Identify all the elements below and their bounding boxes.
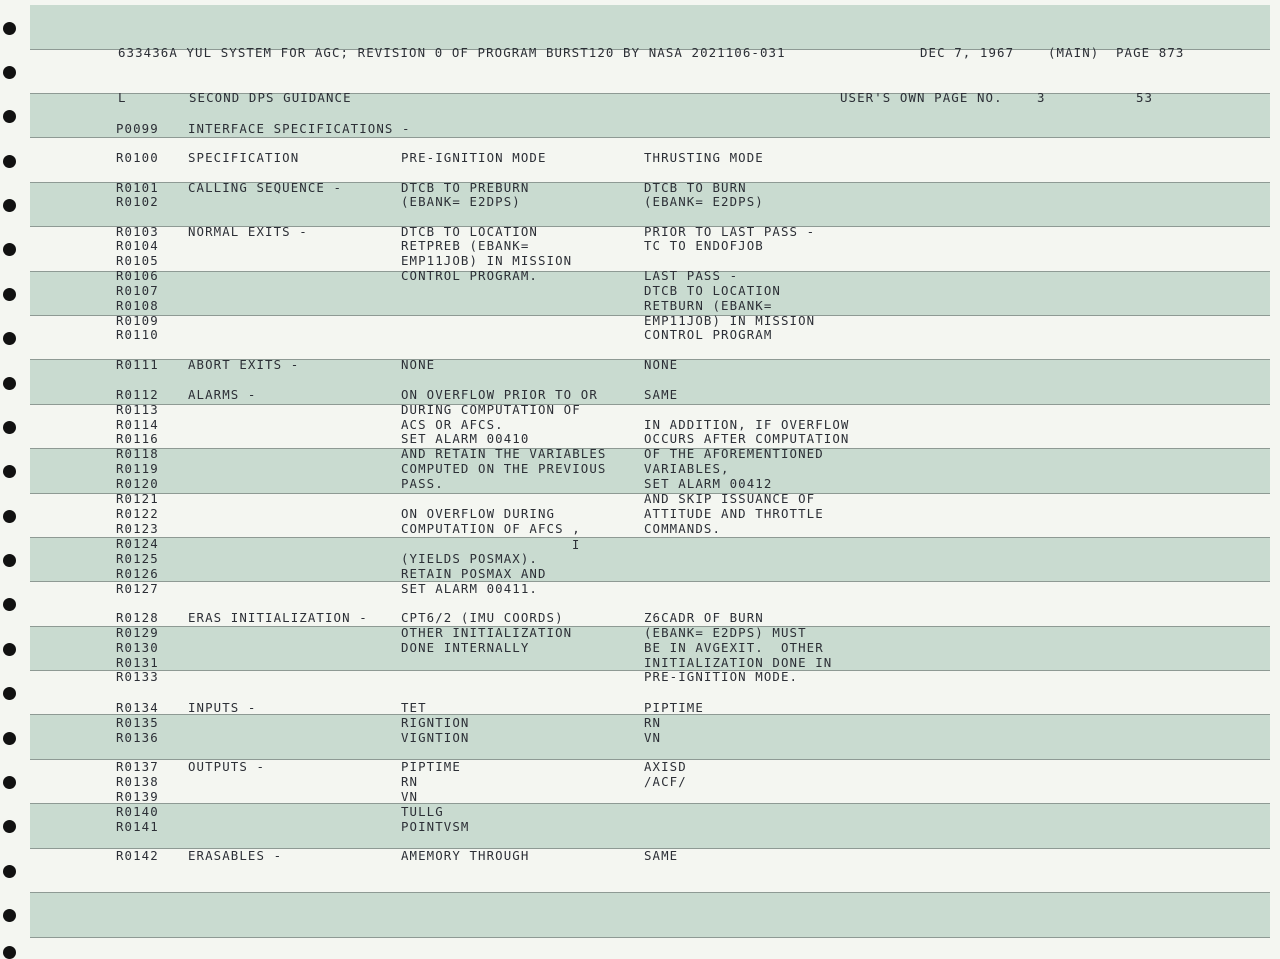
line-number: R0120	[116, 476, 159, 491]
thrusting-text: AND SKIP ISSUANCE OF	[644, 491, 816, 506]
rule-line	[30, 537, 1270, 538]
thrusting-text: SAME	[644, 848, 679, 863]
thrusting-text: LAST PASS -	[644, 268, 739, 283]
feed-hole	[3, 155, 16, 168]
thrusting-text: NONE	[644, 357, 679, 372]
pre-ignition-text: PASS.	[401, 476, 444, 491]
feed-hole	[3, 199, 16, 212]
line-number: R0119	[116, 461, 159, 476]
line-number: R0111	[116, 357, 159, 372]
line-number: R0129	[116, 625, 159, 640]
section-label: INPUTS -	[188, 700, 257, 715]
rule-line	[30, 581, 1270, 582]
user-page-number: 3	[1037, 90, 1046, 105]
pre-ignition-text: TULLG	[401, 804, 444, 819]
pre-ignition-text: COMPUTATION OF AFCS ,	[401, 521, 581, 536]
pre-ignition-text: TET	[401, 700, 427, 715]
pre-ignition-text: POINTVSM	[401, 819, 470, 834]
thrusting-text: TC TO ENDOFJOB	[644, 238, 764, 253]
thrusting-text: (EBANK= E2DPS) MUST	[644, 625, 807, 640]
line-number: R0101	[116, 180, 159, 195]
section-label: SPECIFICATION	[188, 150, 300, 165]
feed-hole	[3, 776, 16, 789]
line-number: R0134	[116, 700, 159, 715]
pre-ignition-text: VIGNTION	[401, 730, 470, 745]
feed-hole	[3, 820, 16, 833]
line-number: R0137	[116, 759, 159, 774]
line-number: R0128	[116, 610, 159, 625]
feed-hole	[3, 110, 16, 123]
green-bar	[30, 537, 1270, 582]
line-number: R0139	[116, 789, 159, 804]
thrusting-text: VARIABLES,	[644, 461, 730, 476]
thrusting-text: ATTITUDE AND THROTTLE	[644, 506, 824, 521]
header-date: DEC 7, 1967	[920, 45, 1015, 60]
pre-ignition-text: OTHER INITIALIZATION	[401, 625, 573, 640]
pre-ignition-text: EMP11JOB) IN MISSION	[401, 253, 573, 268]
rule-line	[30, 803, 1270, 804]
feed-hole	[3, 421, 16, 434]
thrusting-text: (EBANK= E2DPS)	[644, 194, 764, 209]
feed-hole	[3, 554, 16, 567]
pre-ignition-text: ON OVERFLOW PRIOR TO OR	[401, 387, 598, 402]
thrusting-text: IN ADDITION, IF OVERFLOW	[644, 417, 850, 432]
thrusting-text: /ACF/	[644, 774, 687, 789]
thrusting-text: PRIOR TO LAST PASS -	[644, 224, 816, 239]
pre-ignition-text: DTCB TO LOCATION	[401, 224, 538, 239]
pre-ignition-text: DURING COMPUTATION OF	[401, 402, 581, 417]
rule-line	[30, 404, 1270, 405]
feed-hole	[3, 946, 16, 959]
green-bar	[30, 5, 1270, 50]
pre-ignition-text: DTCB TO PREBURN	[401, 180, 530, 195]
thrusting-text: OF THE AFOREMENTIONED	[644, 446, 824, 461]
feed-hole	[3, 909, 16, 922]
feed-hole	[3, 66, 16, 79]
line-number: R0103	[116, 224, 159, 239]
line-number: R0118	[116, 446, 159, 461]
thrusting-text: OCCURS AFTER COMPUTATION	[644, 431, 850, 446]
line-number: R0131	[116, 655, 159, 670]
line-number: R0133	[116, 669, 159, 684]
thrusting-text: RN	[644, 715, 662, 730]
pre-ignition-text: AND RETAIN THE VARIABLES	[401, 446, 607, 461]
thrusting-text: SAME	[644, 387, 679, 402]
line-number: R0105	[116, 253, 159, 268]
feed-hole	[3, 510, 16, 523]
line-number: R0109	[116, 313, 159, 328]
pre-ignition-text: (EBANK= E2DPS)	[401, 194, 521, 209]
thrusting-text: AXISD	[644, 759, 687, 774]
line-number: R0140	[116, 804, 159, 819]
rule-line	[30, 137, 1270, 138]
thrusting-text: RETBURN (EBANK=	[644, 298, 773, 313]
cursor-mark: I	[572, 538, 580, 552]
thrusting-text: THRUSTING MODE	[644, 150, 764, 165]
thrusting-text: CONTROL PROGRAM	[644, 327, 773, 342]
feed-hole	[3, 732, 16, 745]
pre-ignition-text: COMPUTED ON THE PREVIOUS	[401, 461, 607, 476]
line-number: P0099	[116, 121, 159, 136]
pre-ignition-text: RIGNTION	[401, 715, 470, 730]
feed-hole	[3, 687, 16, 700]
green-bar	[30, 803, 1270, 848]
line-number: R0102	[116, 194, 159, 209]
feed-hole	[3, 22, 16, 35]
section-label: ERAS INITIALIZATION -	[188, 610, 368, 625]
pre-ignition-text: SET ALARM 00410	[401, 431, 530, 446]
subheader-col-l: L	[118, 90, 127, 105]
line-number: R0138	[116, 774, 159, 789]
feed-hole	[3, 598, 16, 611]
feed-hole	[3, 332, 16, 345]
line-number: R0104	[116, 238, 159, 253]
thrusting-text: COMMANDS.	[644, 521, 722, 536]
section-number: 53	[1136, 90, 1154, 105]
pre-ignition-text: PIPTIME	[401, 759, 461, 774]
pre-ignition-text: RN	[401, 774, 419, 789]
thrusting-text: EMP11JOB) IN MISSION	[644, 313, 816, 328]
pre-ignition-text: PRE-IGNITION MODE	[401, 150, 547, 165]
line-number: R0113	[116, 402, 159, 417]
line-number: R0108	[116, 298, 159, 313]
thrusting-text: PIPTIME	[644, 700, 704, 715]
thrusting-text: DTCB TO BURN	[644, 180, 747, 195]
section-label: ERASABLES -	[188, 848, 283, 863]
feed-hole	[3, 643, 16, 656]
line-number: R0136	[116, 730, 159, 745]
pre-ignition-text: (YIELDS POSMAX).	[401, 551, 538, 566]
line-number: R0122	[116, 506, 159, 521]
line-number: R0110	[116, 327, 159, 342]
thrusting-text: SET ALARM 00412	[644, 476, 773, 491]
pre-ignition-text: VN	[401, 789, 419, 804]
line-number: R0135	[116, 715, 159, 730]
pre-ignition-text: AMEMORY THROUGH	[401, 848, 530, 863]
thrusting-text: VN	[644, 730, 662, 745]
header-page-number: PAGE 873	[1116, 45, 1185, 60]
section-label: INTERFACE SPECIFICATIONS -	[188, 121, 411, 136]
feed-hole	[3, 288, 16, 301]
line-number: R0126	[116, 566, 159, 581]
thrusting-text: INITIALIZATION DONE IN	[644, 655, 833, 670]
feed-hole	[3, 243, 16, 256]
line-number: R0141	[116, 819, 159, 834]
line-number: R0121	[116, 491, 159, 506]
section-label: ALARMS -	[188, 387, 257, 402]
line-number: R0100	[116, 150, 159, 165]
line-number: R0127	[116, 581, 159, 596]
feed-hole	[3, 377, 16, 390]
section-label: OUTPUTS -	[188, 759, 266, 774]
line-number: R0112	[116, 387, 159, 402]
line-number: R0124	[116, 536, 159, 551]
pre-ignition-text: SET ALARM 00411.	[401, 581, 538, 596]
line-number: R0142	[116, 848, 159, 863]
pre-ignition-text: CONTROL PROGRAM.	[401, 268, 538, 283]
pre-ignition-text: CPT6/2 (IMU COORDS)	[401, 610, 564, 625]
pre-ignition-text: NONE	[401, 357, 436, 372]
section-label: CALLING SEQUENCE -	[188, 180, 343, 195]
subheader-heading: SECOND DPS GUIDANCE	[189, 90, 352, 105]
feed-hole	[3, 865, 16, 878]
section-label: NORMAL EXITS -	[188, 224, 308, 239]
line-number: R0116	[116, 431, 159, 446]
header-title: 633436A YUL SYSTEM FOR AGC; REVISION 0 OF PROGRAM BURST120 BY NASA 2021106-031	[118, 45, 786, 60]
pre-ignition-text: ON OVERFLOW DURING	[401, 506, 556, 521]
rule-line	[30, 937, 1270, 938]
line-number: R0114	[116, 417, 159, 432]
header-tag: (MAIN)	[1048, 45, 1100, 60]
feed-hole	[3, 465, 16, 478]
green-bar	[30, 892, 1270, 937]
section-label: ABORT EXITS -	[188, 357, 300, 372]
rule-line	[30, 892, 1270, 893]
user-page-label: USER'S OWN PAGE NO.	[840, 90, 1003, 105]
thrusting-text: Z6CADR OF BURN	[644, 610, 764, 625]
thrusting-text: PRE-IGNITION MODE.	[644, 669, 799, 684]
pre-ignition-text: RETAIN POSMAX AND	[401, 566, 547, 581]
pre-ignition-text: DONE INTERNALLY	[401, 640, 530, 655]
line-number: R0107	[116, 283, 159, 298]
pre-ignition-text: RETPREB (EBANK=	[401, 238, 530, 253]
thrusting-text: BE IN AVGEXIT. OTHER	[644, 640, 824, 655]
line-number: R0130	[116, 640, 159, 655]
line-number: R0106	[116, 268, 159, 283]
line-number: R0125	[116, 551, 159, 566]
pre-ignition-text: ACS OR AFCS.	[401, 417, 504, 432]
line-number: R0123	[116, 521, 159, 536]
thrusting-text: DTCB TO LOCATION	[644, 283, 781, 298]
